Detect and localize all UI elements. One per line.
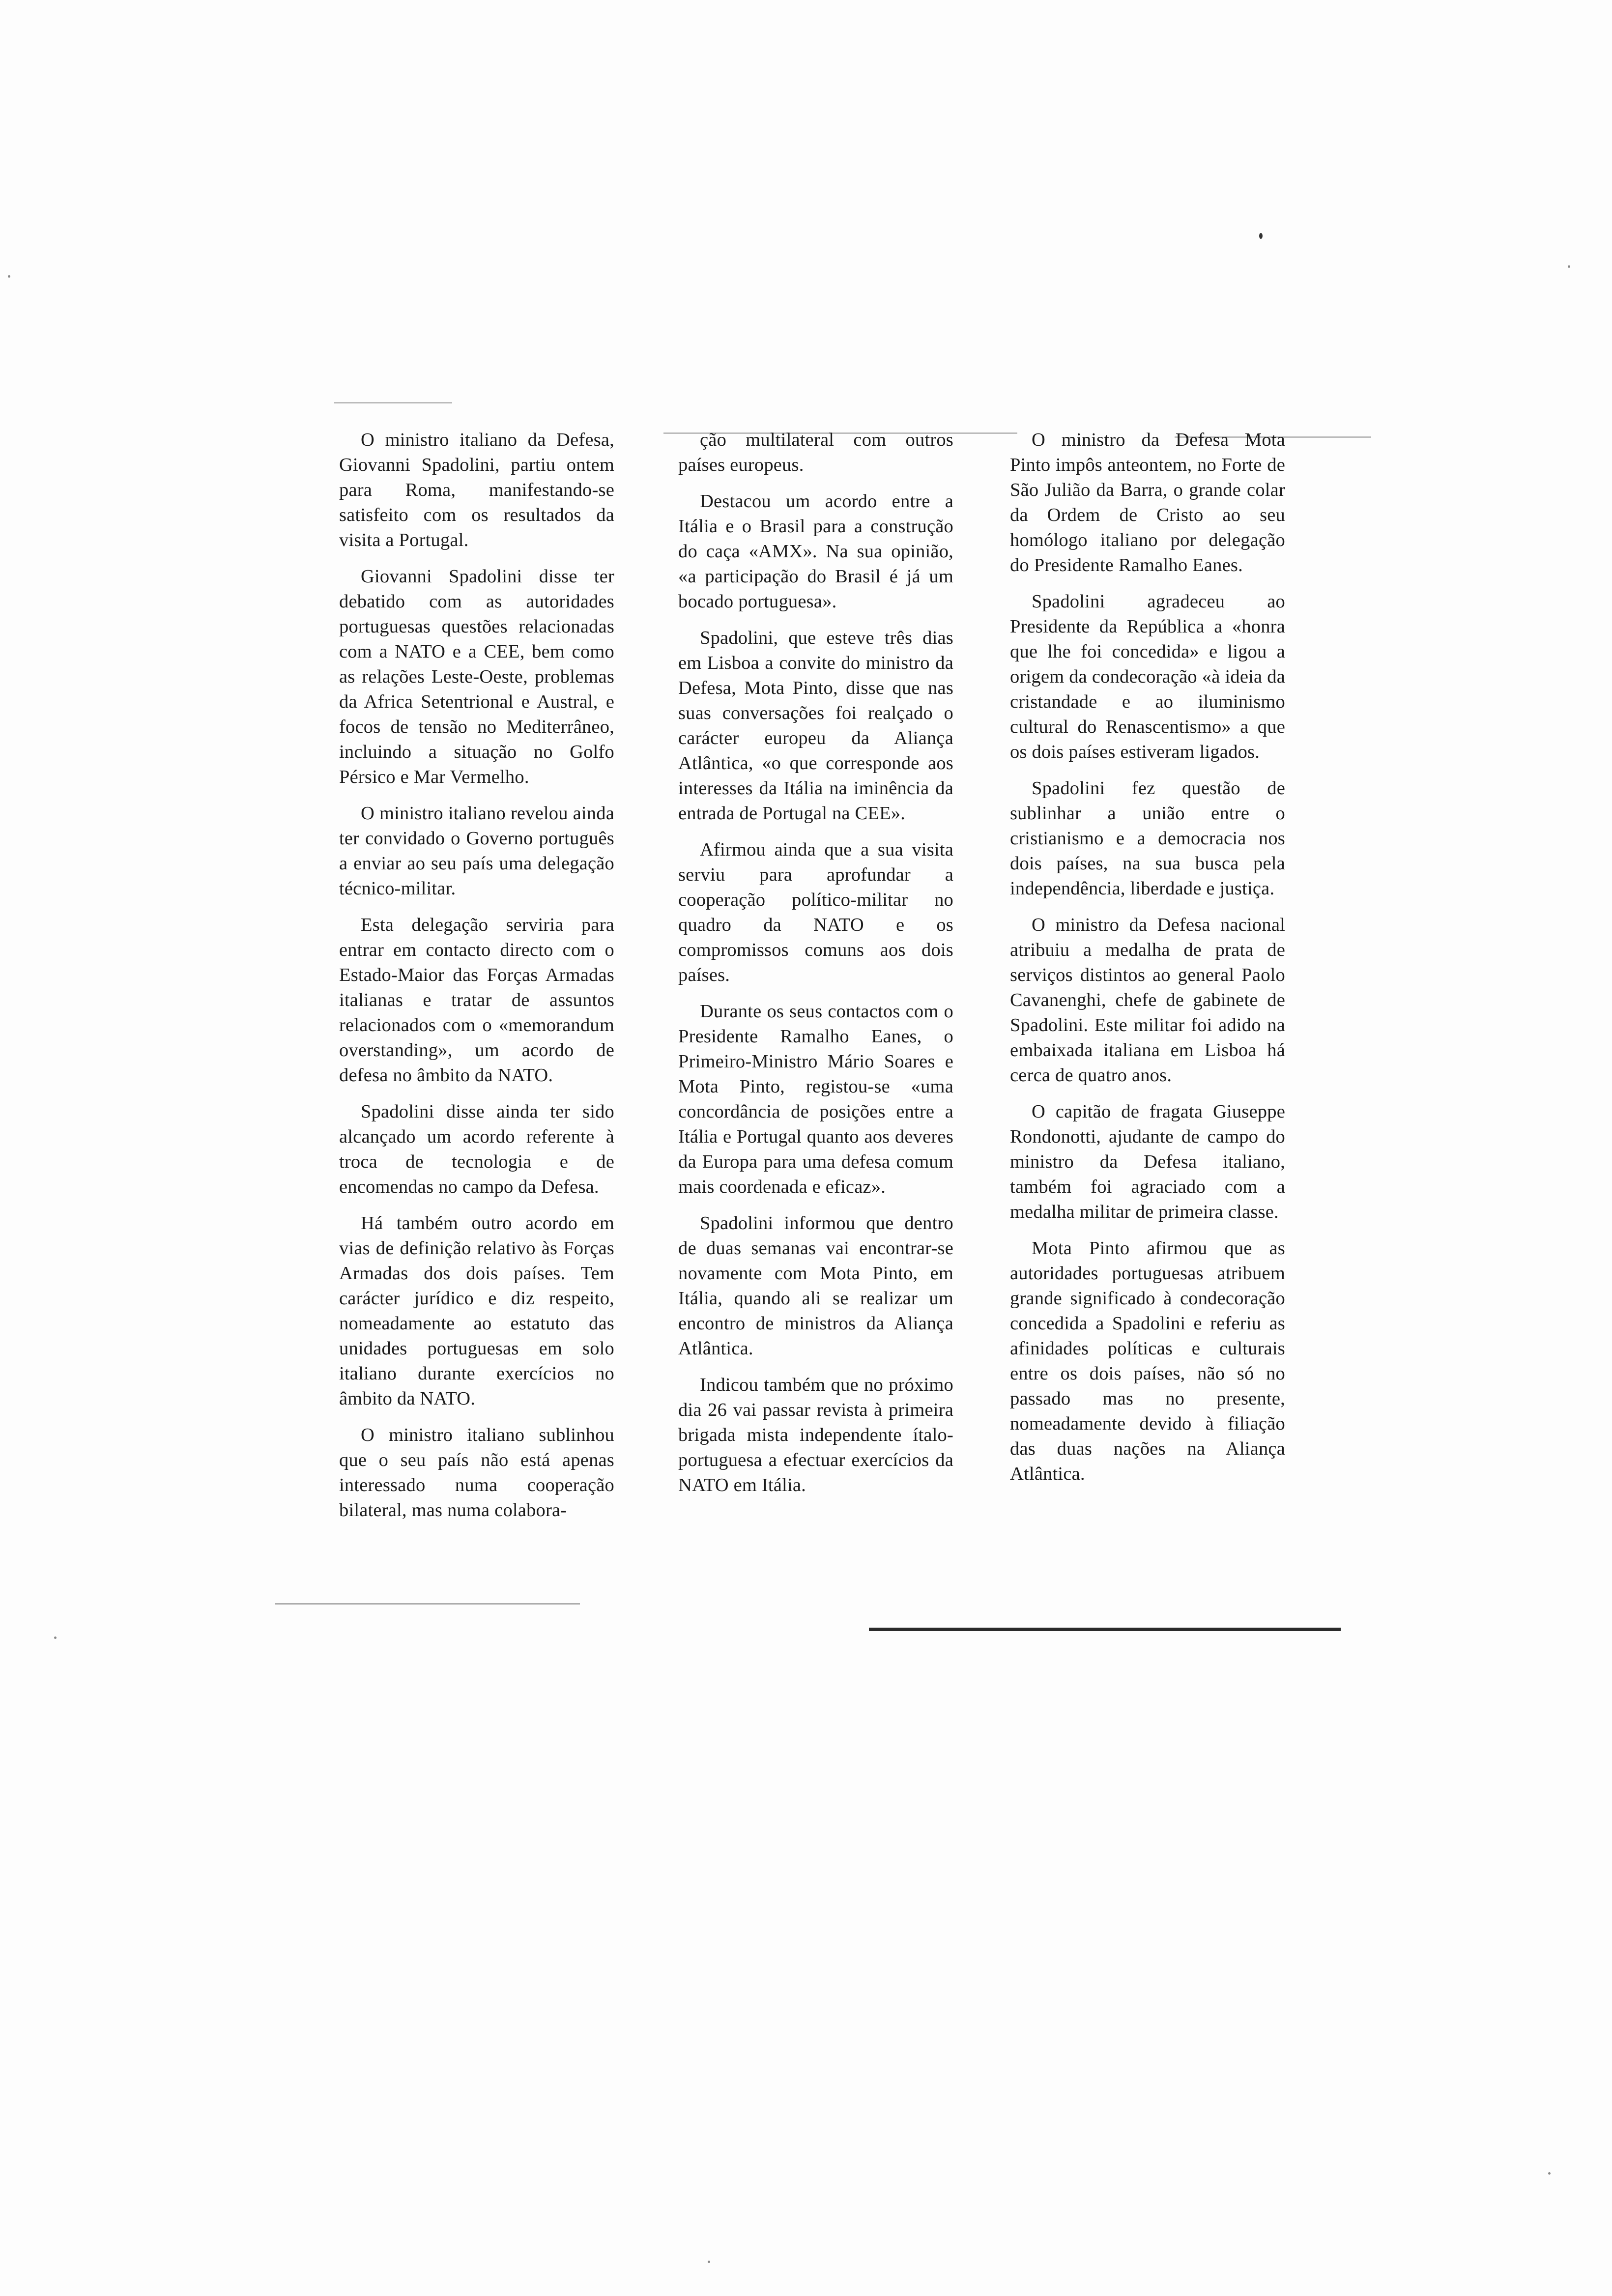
- paragraph: O capitão de fragata Giuseppe Rondonotti, ajudante de campo do ministro da Defesa italiano, também foi agraciado com a medalha militar de primeira classe.: [1010, 1101, 1285, 1222]
- paragraph: O ministro italiano da Defesa, Giovanni Spadolini, partiu ontem para Roma, manifestando-se satisfeito com os resultados da visita a Portugal.: [339, 430, 614, 550]
- paragraph: Mota Pinto afirmou que as autoridades portuguesas atribuem grande significado à condecoração concedida a Spadolini e referiu as afinidades políticas e culturais entre os dois países, não só no passado mas no presente, nomeadamente devido à filiação das duas nações na Aliança Atlântica.: [1010, 1238, 1285, 1484]
- paragraph: Spadolini informou que dentro de duas semanas vai encontrar-se novamente com Mota Pinto, em Itália, quando ali se realizar um encontro de ministros da Aliança Atlântica.: [678, 1213, 953, 1359]
- paragraph: Spadolini, que esteve três dias em Lisboa a convite do ministro da Defesa, Mota Pinto, disse que nas suas conversações foi realçado o carácter europeu da Aliança Atlântica, «o que corresponde aos interesses da Itália na iminência da entrada de Portugal na CEE».: [678, 628, 953, 824]
- scan-speck: [1568, 265, 1570, 268]
- paragraph: Afirmou ainda que a sua visita serviu para aprofundar a cooperação político-militar no quadro da NATO e os compromissos comuns aos dois países.: [678, 839, 953, 985]
- scan-speck: [1548, 2172, 1551, 2175]
- paragraph: Spadolini disse ainda ter sido alcançado um acordo referente à troca de tecnologia e de encomendas no campo da Defesa.: [339, 1101, 614, 1197]
- paragraph: Destacou um acordo entre a Itália e o Brasil para a construção do caça «AMX». Na sua opinião, «a participação do Brasil é já um bocado portuguesa».: [678, 491, 953, 612]
- article-column-3: [1010, 428, 1285, 1498]
- scan-speck: [708, 2261, 710, 2263]
- scan-speck: [54, 1636, 57, 1639]
- scan-speck: [1259, 233, 1263, 239]
- paragraph: O ministro italiano sublinhou que o seu país não está apenas interessado numa cooperação bilateral, mas numa colabora-: [339, 1425, 614, 1521]
- bottom-rule-left: [275, 1603, 580, 1605]
- paragraph: ção multilateral com outros países europeus.: [678, 430, 953, 475]
- top-rule-left: [334, 402, 452, 403]
- paragraph: Spadolini fez questão de sublinhar a união entre o cristianismo e a democracia nos dois países, na sua busca pela independência, liberdade e justiça.: [1010, 778, 1285, 899]
- article-column-2: [678, 428, 953, 1509]
- scan-speck: [8, 275, 10, 278]
- paragraph: Giovanni Spadolini disse ter debatido com as autoridades portuguesas questões relacionadas com a NATO e a CEE, bem como as relações Leste-Oeste, problemas da Africa Setentrional e Austral, e focos de tensão no Mediterrâneo, incluindo a situação no Golfo Pérsico e Mar Vermelho.: [339, 566, 614, 787]
- paragraph: O ministro da Defesa nacional atribuiu a medalha de prata de serviços distintos ao general Paolo Cavanenghi, chefe de gabinete de Spadolini. Este militar foi adido na embaixada italiana em Lisboa há cerca de quatro anos.: [1010, 915, 1285, 1086]
- paragraph: Durante os seus contactos com o Presidente Ramalho Eanes, o Primeiro-Ministro Mário Soares e Mota Pinto, registou-se «uma concordância de posições entre a Itália e Portugal quanto aos deveres da Europa para uma defesa comum mais coordenada e eficaz».: [678, 1001, 953, 1197]
- paragraph: O ministro da Defesa Mota Pinto impôs anteontem, no Forte de São Julião da Barra, o grande colar da Ordem de Cristo ao seu homólogo italiano por delegação do Presidente Ramalho Eanes.: [1010, 430, 1285, 575]
- paragraph: Há também outro acordo em vias de definição relativo às Forças Armadas dos dois países. Tem carácter jurídico e diz respeito, nomeadamente ao estatuto das unidades portuguesas em solo italiano durante exercícios no âmbito da NATO.: [339, 1213, 614, 1409]
- paragraph: Spadolini agradeceu ao Presidente da República a «honra que lhe foi concedida» e ligou a origem da condecoração «à ideia da cristandade e ao iluminismo cultural do Renascentismo» a que os dois países estiveram ligados.: [1010, 591, 1285, 762]
- paragraph: Indicou também que no próximo dia 26 vai passar revista à primeira brigada mista independente ítalo-portuguesa a efectuar exercícios da NATO em Itália.: [678, 1375, 953, 1495]
- article-end-rule: [869, 1628, 1341, 1631]
- paragraph: O ministro italiano revelou ainda ter convidado o Governo português a enviar ao seu país uma delegação técnico-militar.: [339, 803, 614, 899]
- paragraph: Esta delegação serviria para entrar em contacto directo com o Estado-Maior das Forças Armadas italianas e tratar de assuntos relacionados com o «memorandum overstanding», um acordo de defesa no âmbito da NATO.: [339, 915, 614, 1086]
- article-column-1: [339, 428, 614, 1534]
